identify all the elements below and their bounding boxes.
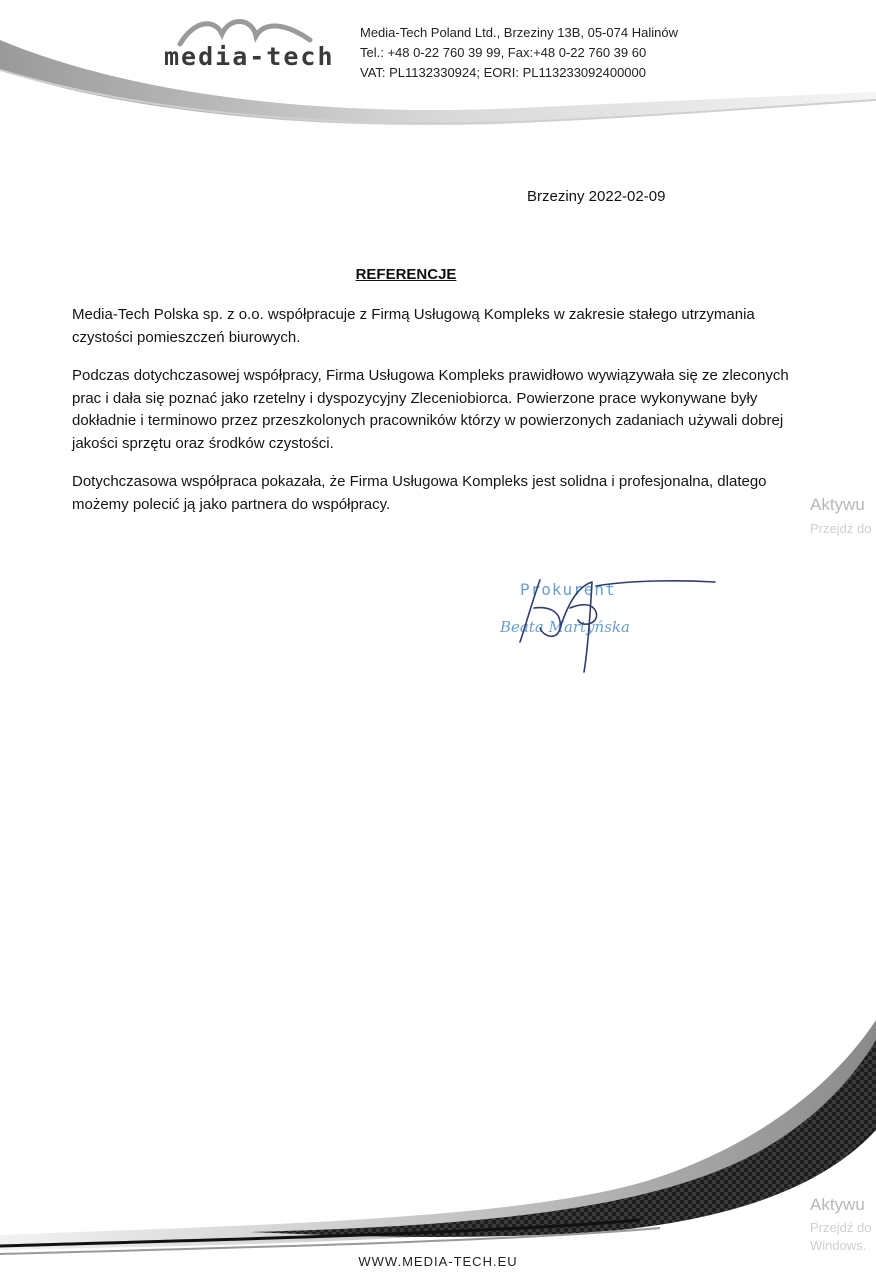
signature-icon <box>500 568 730 678</box>
activation-watermark-top-sub: Przejdź do <box>810 521 872 536</box>
stamp-name: Beata Martyńska <box>500 618 630 636</box>
stamp-role: Prokurent <box>520 580 616 599</box>
letter-date: Brzeziny 2022-02-09 <box>527 188 666 205</box>
company-address: Media-Tech Poland Ltd., Brzeziny 13B, 05-074 Halinów <box>360 25 678 40</box>
letter-title: REFERENCJE <box>355 266 457 283</box>
activation-watermark-bottom-sub2: Windows. <box>810 1238 867 1253</box>
company-info <box>360 23 678 83</box>
activation-watermark-bottom-sub: Przejdź do <box>810 1220 872 1235</box>
company-vat: VAT: PL1132330924; EORI: PL113233092400000 <box>360 65 646 80</box>
logo-wordmark: media-tech <box>164 42 335 71</box>
footer-website-url: WWW.MEDIA-TECH.EU <box>358 1254 518 1269</box>
paragraph-1: Media-Tech Polska sp. z o.o. współpracuje z Firmą Usługową Kompleks w zakresie stałego utrzymania czystości pomieszczeń biurowych. <box>72 306 755 346</box>
paragraph-2: Podczas dotychczasowej współpracy, Firma Usługowa Kompleks prawidłowo wywiązywała się ze zleconych prac i dała się poznać jako rzetelny i dyspozycyjny Zleceniobiorca. Powierzone prace wykonywane były dokładnie i terminowo przez przeszkolonych pracowników którzy w powierzonych zadaniach używali dobrej jakości sprzętu oraz środków czystości. <box>72 367 789 452</box>
letter-body <box>72 304 792 532</box>
footer-carbon-swoosh-graphic <box>0 1020 876 1272</box>
activation-watermark-bottom: Aktywu <box>810 1195 865 1214</box>
company-phone: Tel.: +48 0-22 760 39 99, Fax:+48 0-22 760 39 60 <box>360 45 647 60</box>
activation-watermark-top: Aktywu <box>810 495 865 514</box>
paragraph-3: Dotychczasowa współpraca pokazała, że Firma Usługowa Kompleks jest solidna i profesjonalna, dlatego możemy polecić ją jako partnera do współpracy. <box>72 473 767 513</box>
